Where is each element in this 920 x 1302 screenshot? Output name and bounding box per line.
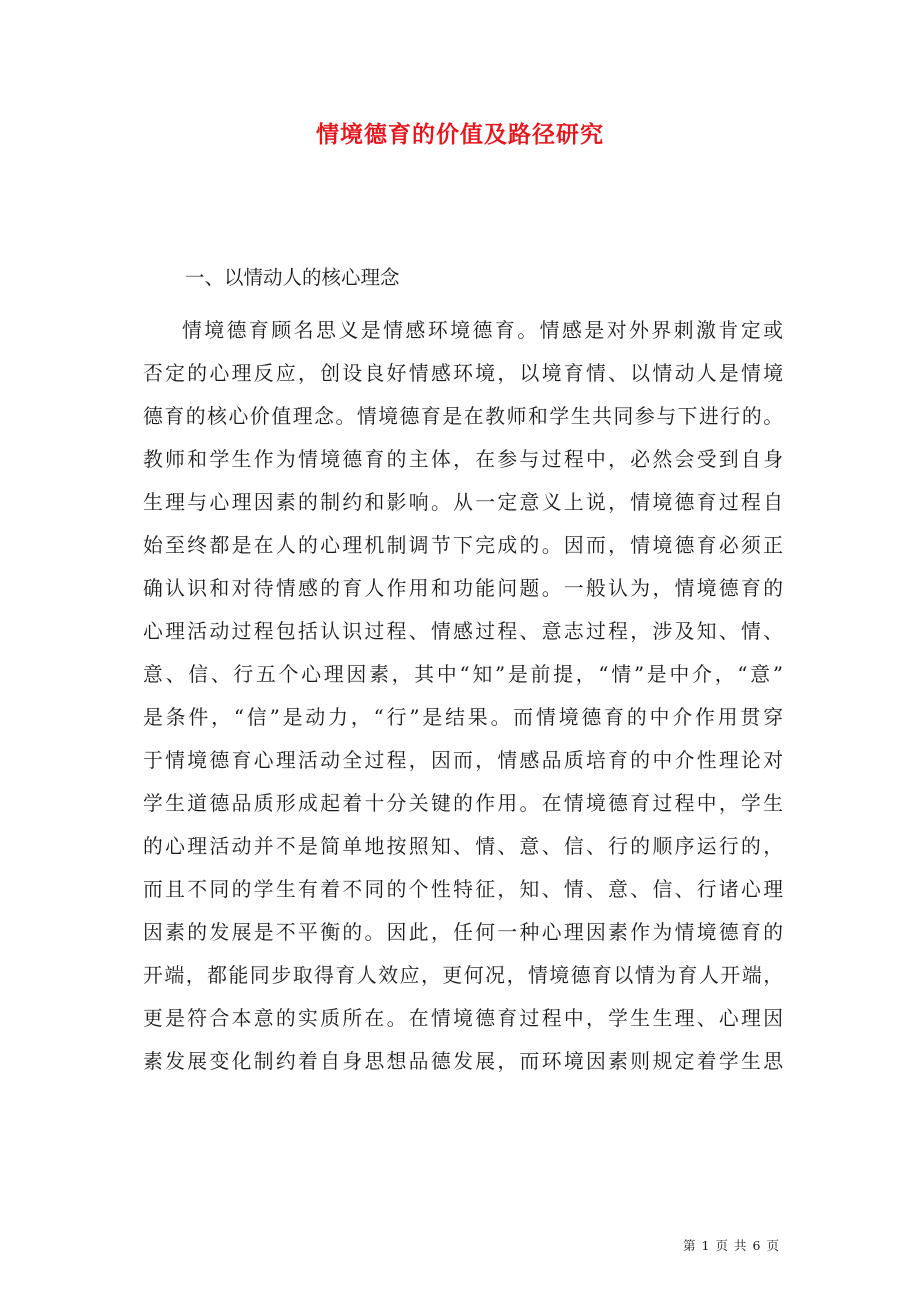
footer-total-unit: 页 <box>766 1238 779 1253</box>
paragraph-line: 教师和学生作为情境德育的主体，在参与过程中，必然会受到自身 <box>143 448 783 471</box>
paragraph-line: 更是符合本意的实质所在。在情境德育过程中，学生生理、心理因 <box>143 1007 783 1030</box>
footer-page-prefix: 第 <box>683 1238 696 1253</box>
paragraph-line: 开端，都能同步取得育人效应，更何况，情境德育以情为育人开端， <box>143 964 783 987</box>
section-heading: 一、以情动人的核心理念 <box>185 266 400 289</box>
paragraph-line: 而且不同的学生有着不同的个性特征，知、情、意、信、行诸心理 <box>143 878 783 901</box>
paragraph-line: 德育的核心价值理念。情境德育是在教师和学生共同参与下进行的。 <box>143 405 783 428</box>
paragraph-line: 因素的发展是不平衡的。因此，任何一种心理因素作为情境德育的 <box>143 921 783 944</box>
page-footer <box>680 1236 782 1254</box>
footer-page-unit: 页 <box>715 1238 729 1253</box>
paragraph-line: 的心理活动并不是简单地按照知、情、意、信、行的顺序运行的， <box>143 835 783 858</box>
paragraph-line: 确认识和对待情感的育人作用和功能问题。一般认为，情境德育的 <box>143 577 783 600</box>
paragraph-line: 心理活动过程包括认识过程、情感过程、意志过程，涉及知、情、 <box>143 620 783 643</box>
footer-total-pages: 6 <box>752 1238 761 1253</box>
footer-total-prefix: 共 <box>734 1238 747 1253</box>
document-title: 情境德育的价值及路径研究 <box>316 121 604 148</box>
paragraph-line: 是条件，“信”是动力，“行”是结果。而情境德育的中介作用贯穿 <box>143 706 783 729</box>
paragraph-line: 学生道德品质形成起着十分关键的作用。在情境德育过程中，学生 <box>143 792 783 815</box>
body-paragraph <box>143 309 783 1083</box>
paragraph-line: 情境德育顾名思义是情感环境德育。情感是对外界刺激肯定或 <box>182 319 783 342</box>
paragraph-line: 始至终都是在人的心理机制调节下完成的。因而，情境德育必须正 <box>143 534 783 557</box>
paragraph-line: 意、信、行五个心理因素，其中“知”是前提，“情”是中介，“意” <box>143 663 783 686</box>
paragraph-line: 否定的心理反应，创设良好情感环境，以境育情、以情动人是情境 <box>143 362 783 385</box>
paragraph-line: 素发展变化制约着自身思想品德发展，而环境因素则规定着学生思 <box>143 1050 783 1073</box>
paragraph-line: 生理与心理因素的制约和影响。从一定意义上说，情境德育过程自 <box>143 491 783 514</box>
footer-page-number: 1 <box>701 1238 710 1253</box>
paragraph-line: 于情境德育心理活动全过程，因而，情感品质培育的中介性理论对 <box>143 749 783 772</box>
